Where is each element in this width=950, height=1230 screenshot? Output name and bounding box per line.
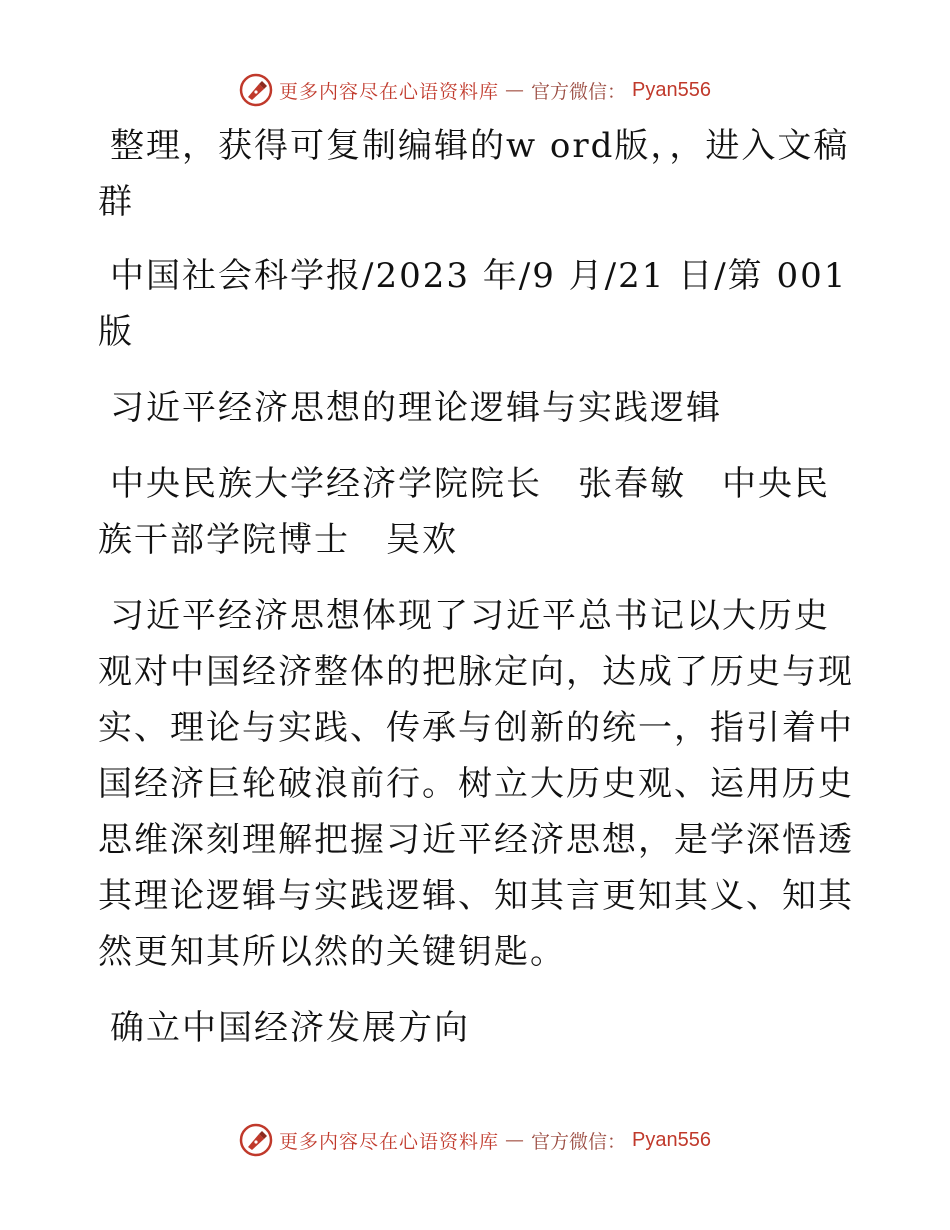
header-watermark-group	[239, 73, 711, 107]
watermark-official-label: 官方微信：	[531, 1130, 627, 1153]
watermark-official-label: 官方微信：	[531, 80, 627, 103]
header-watermark-banner	[0, 70, 950, 110]
footer-watermark-group	[239, 1123, 711, 1157]
watermark-separator: —	[505, 1129, 526, 1151]
intro-note: 整理，获得可复制编辑的w ord版，，进入文稿群	[98, 126, 850, 222]
watermark-slogan: 更多内容尽在心语资料库	[279, 1130, 500, 1153]
pen-nib-logo-icon	[239, 73, 273, 107]
source-line: 中国社会科学报/2023 年/9 月/21 日/第 001 版	[98, 256, 848, 352]
pen-nib-logo-icon	[239, 1123, 273, 1157]
body-paragraph: 习近平经济思想体现了习近平总书记以大历史观对中国经济整体的把脉定向，达成了历史与现实、理论与实践、传承与创新的统一，指引着中国经济巨轮破浪前行。树立大历史观、运用历史思维深刻理解把握习近平经济思想，是学深悟透其理论逻辑与实践逻辑、知其言更知其义、知其然更知其所以然的关键钥匙。	[98, 596, 854, 972]
watermark-slogan: 更多内容尽在心语资料库	[279, 80, 500, 103]
author-line: 中央民族大学经济学院院长 张春敏 中央民族干部学院博士 吴欢	[98, 464, 830, 560]
document-body	[98, 118, 854, 1076]
section-heading: 确立中国经济发展方向	[110, 1008, 470, 1048]
watermark-wechat-id: Pyan556	[632, 1128, 711, 1151]
article-title: 习近平经济思想的理论逻辑与实践逻辑	[110, 388, 722, 428]
watermark-wechat-id: Pyan556	[632, 78, 711, 101]
footer-watermark-banner	[0, 1120, 950, 1160]
watermark-separator: —	[505, 79, 526, 101]
